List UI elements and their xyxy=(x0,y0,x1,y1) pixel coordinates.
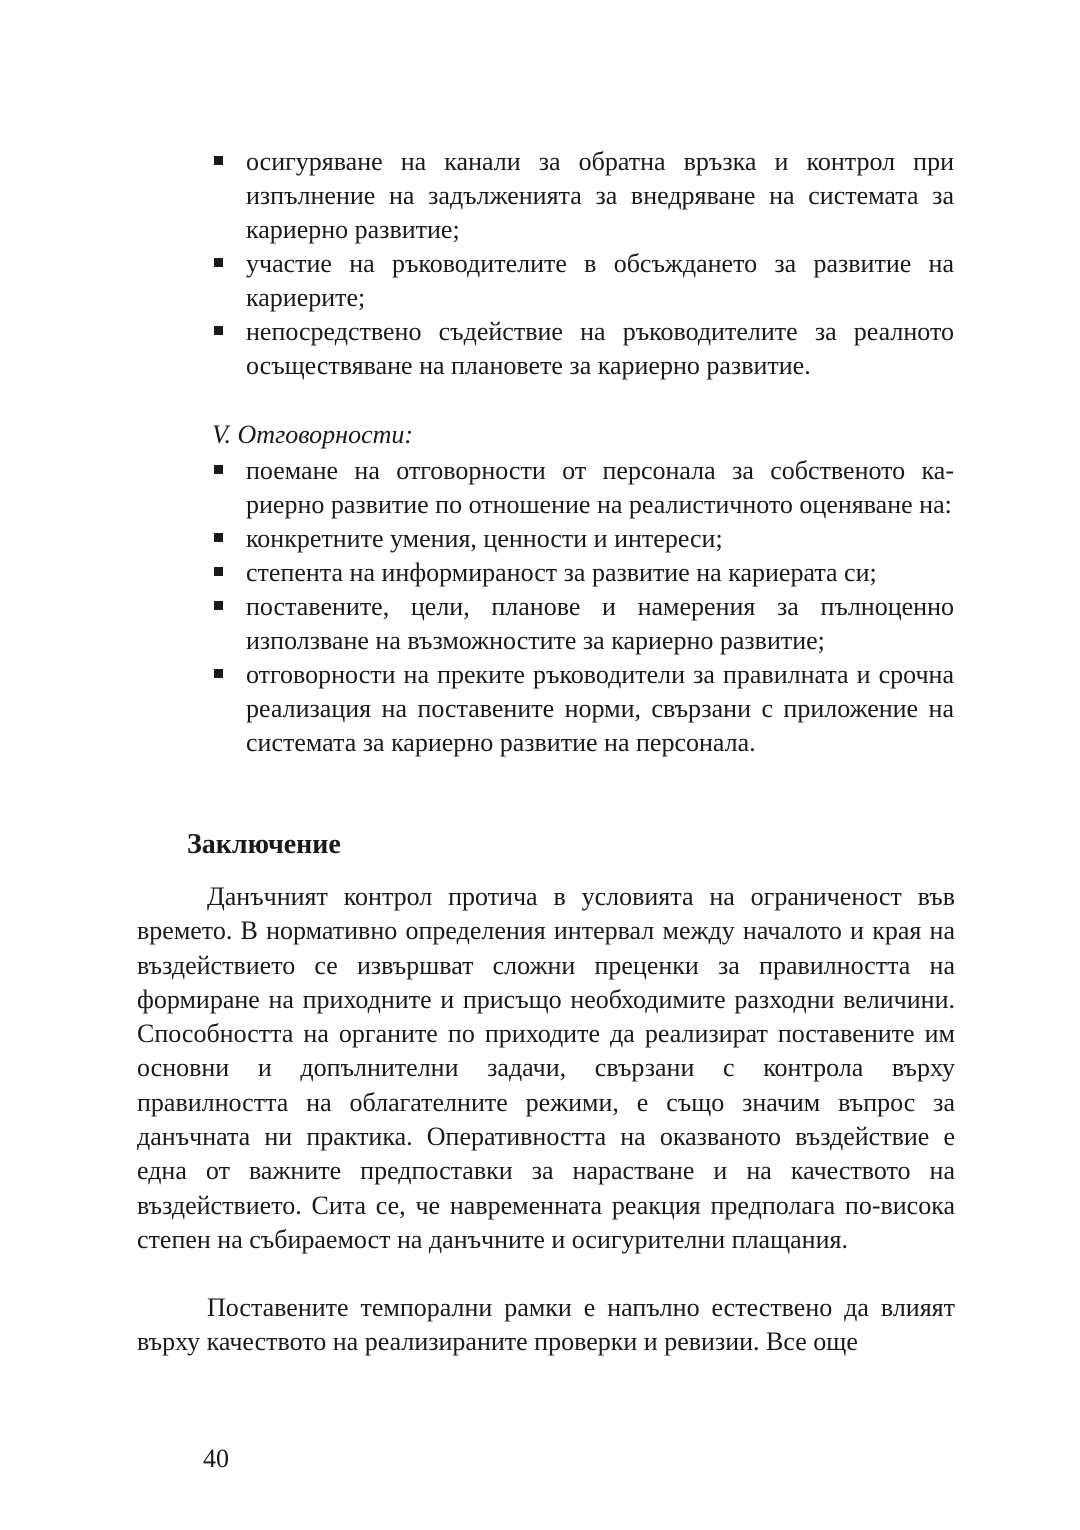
square-bullet-icon xyxy=(214,258,223,267)
bullet-list-top xyxy=(212,145,954,383)
list-item xyxy=(212,556,954,590)
list-item-text: поставените, цели, планове и намерения за пълноценно използване на възможностите за кариерно развитие; xyxy=(246,592,954,655)
list-item xyxy=(212,315,954,383)
list-item-text: отговорности на преките ръководители за правилната и срочна реализация на поставените норми, свързани с приложение на системата за кариерно развитие на персонала. xyxy=(246,660,954,757)
list-item xyxy=(212,247,954,315)
list-item xyxy=(212,590,954,658)
square-bullet-icon xyxy=(214,465,223,474)
list-item xyxy=(212,658,954,760)
square-bullet-icon xyxy=(214,567,223,576)
square-bullet-icon xyxy=(214,669,223,678)
bullet-list-responsibilities xyxy=(212,454,954,760)
square-bullet-icon xyxy=(214,326,223,335)
square-bullet-icon xyxy=(214,156,223,165)
list-item xyxy=(212,145,954,247)
list-item-text: осигуряване на канали за обратна връзка и контрол при изпълнение на задълженията за внедряване на системата за кариерно развитие; xyxy=(246,147,954,244)
page-number: 40 xyxy=(203,1444,229,1473)
square-bullet-icon xyxy=(214,601,223,610)
square-bullet-icon xyxy=(214,533,223,542)
paragraph: Данъчният контрол протича в условията на ограниченост във времето. В нормативно определения интервал между началото и края на въздействието се извършват сложни преценки за правилността на формиране на приходните и присъщо необходимите разходни величини. Способността на органите по приходите да реализират поставените им основни и допълнителни задачи, свързани с контрола върху правилността на облагателните режими, е също значим въпрос за данъчната ни практика. Оперативността на оказваното въздействие е една от важните предпоставки за нарастване и на качеството на въздействието. Сита се, че навременната реакция предполага по-висока степен на събираемост на данъчните и осигурителни плащания. xyxy=(137,882,955,1254)
paragraph: Поставените темпорални рамки е напълно естествено да влияят върху качеството на реализираните проверки и ревизии. Все още xyxy=(137,1293,955,1357)
subheading-responsibilities: V. Отговорности: xyxy=(212,420,414,449)
list-item xyxy=(212,522,954,556)
list-item xyxy=(212,454,954,522)
list-item-text: конкретните умения, ценности и интереси; xyxy=(246,524,723,553)
list-item-text: участие на ръководителите в обсъждането за развитие на кариерите; xyxy=(246,249,954,312)
list-item-text: степента на информираност за развитие на кариерата си; xyxy=(246,558,877,587)
list-item-text: непосредствено съдействие на ръководителите за реалното осъществяване на плановете за кариерно развитие. xyxy=(246,317,954,380)
section-title-conclusion: Заключение xyxy=(187,829,341,860)
list-item-text: поемане на отговорности от персонала за собственото кариерно развитие по отношение на реалистичното оценяване на: xyxy=(246,456,954,519)
